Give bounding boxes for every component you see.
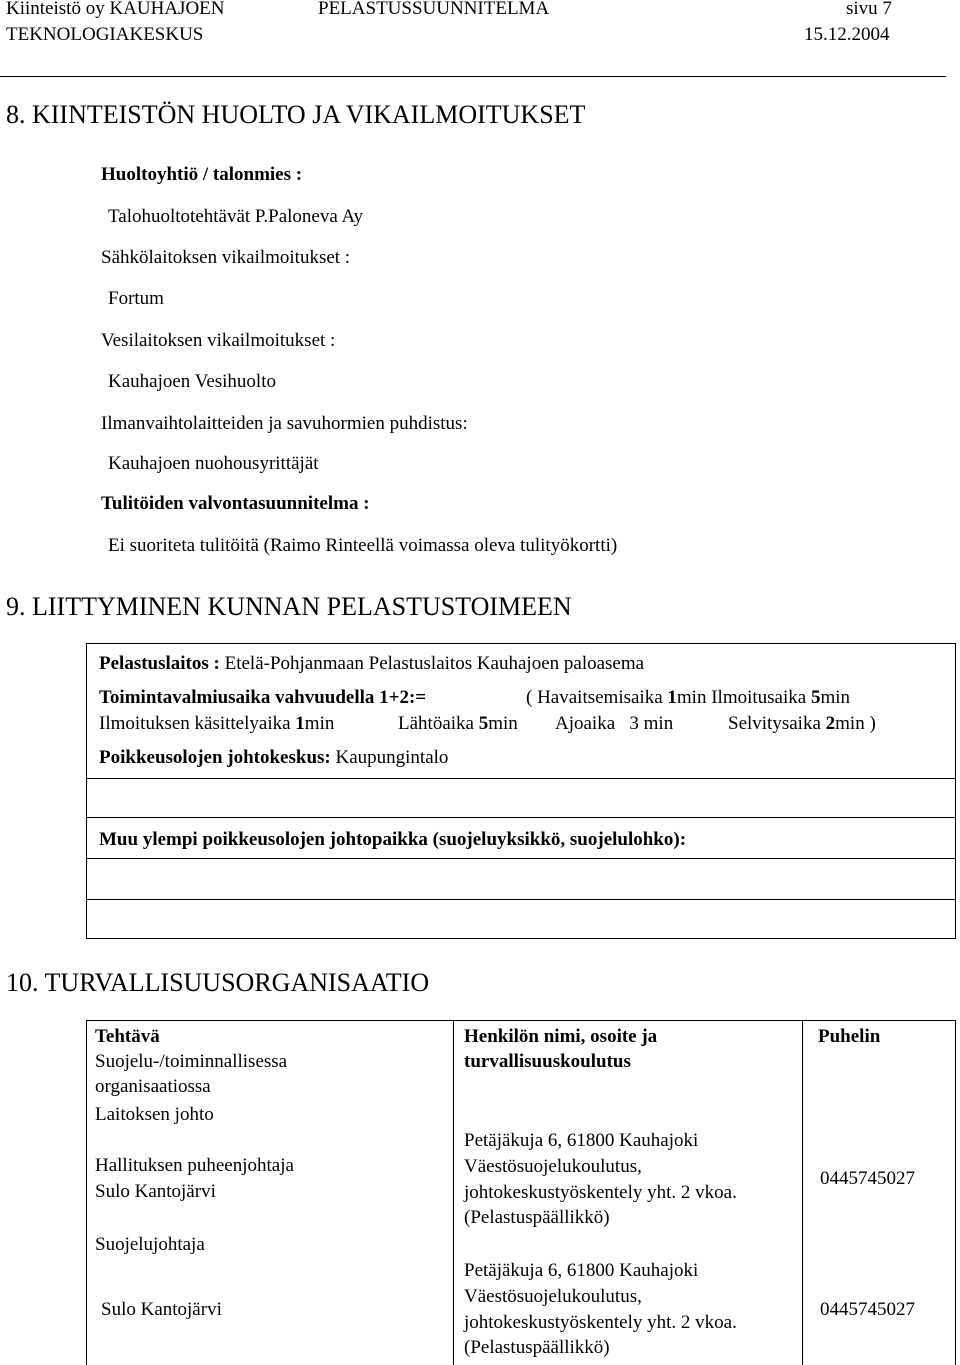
col-phone-header: Puhelin (818, 1026, 881, 1047)
manager-training-detail: johtokeskustyöskentely yht. 2 vkoa. (464, 1312, 737, 1333)
notify-value: 5 (810, 687, 821, 708)
survey-unit: min ) (835, 713, 876, 734)
electricity-label: Sähkölaitoksen vikailmoitukset : (101, 247, 351, 268)
hotwork-value: Ei suoriteta tulitöitä (Raimo Rinteellä voimassa oleva tulityökortti) (108, 535, 618, 556)
command-center-value: Kaupungintalo (335, 747, 449, 768)
detect-label: ( Havaitsemisaika (526, 687, 668, 708)
document-title: PELASTUSSUUNNITELMA (318, 0, 550, 19)
chair-training-detail: johtokeskustyöskentely yht. 2 vkoa. (464, 1182, 737, 1203)
response-time-line1 (526, 687, 850, 709)
chair-role: Hallituksen puheenjohtaja (95, 1155, 294, 1176)
col-task-sub2: organisaatiossa (95, 1076, 211, 1097)
departure-unit: min (488, 713, 518, 734)
survey-time (728, 713, 876, 735)
handling-time (99, 713, 334, 735)
chair-name: Sulo Kantojärvi (95, 1181, 216, 1202)
water-label: Vesilaitoksen vikailmoitukset : (101, 330, 336, 351)
ventilation-value: Kauhajoen nuohousyrittäjät (108, 453, 319, 474)
maintenance-value: Talohuoltotehtävät P.Paloneva Ay (108, 206, 363, 227)
departure-time (398, 713, 518, 735)
section9-title: 9. LIITTYMINEN KUNNAN PELASTUSTOIMEEN (6, 592, 572, 621)
departure-value: 5 (478, 713, 489, 734)
col-task-header: Tehtävä (95, 1026, 160, 1047)
maintenance-label: Huoltoyhtiö / talonmies : (101, 164, 303, 185)
drive-time: Ajoaika 3 min (555, 713, 674, 734)
notify-unit: min (820, 687, 851, 708)
handling-value: 1 (295, 713, 305, 734)
manager-address: Petäjäkuja 6, 61800 Kauhajoki (464, 1260, 699, 1281)
chair-phone: 0445745027 (820, 1168, 915, 1189)
page-number: sivu 7 (846, 0, 892, 19)
section10-title: 10. TURVALLISUUSORGANISAATIO (6, 968, 430, 997)
chair-address: Petäjäkuja 6, 61800 Kauhajoki (464, 1130, 699, 1151)
other-command-label: Muu ylempi poikkeusolojen johtopaikka (suojeluyksikkö, suojelulohko): (99, 829, 687, 850)
org-name-line1: Kiinteistö oy KAUHAJOEN (6, 0, 225, 19)
electricity-value: Fortum (108, 288, 164, 309)
command-center-row (99, 747, 448, 769)
ventilation-label: Ilmanvaihtolaitteiden ja savuhormien puhdistus: (101, 413, 468, 434)
handling-label: Ilmoituksen käsittelyaika (99, 713, 296, 734)
manager-title: (Pelastuspäällikkö) (464, 1337, 610, 1358)
manager-role: Suojelujohtaja (95, 1234, 205, 1255)
manager-phone: 0445745027 (820, 1299, 915, 1320)
survey-label: Selvitysaika (728, 713, 826, 734)
manager-training: Väestösuojelukoulutus, (464, 1286, 642, 1307)
command-center-label: Poikkeusolojen johtokeskus: (99, 747, 331, 768)
water-value: Kauhajoen Vesihuolto (108, 371, 276, 392)
hotwork-label: Tulitöiden valvontasuunnitelma : (101, 493, 370, 514)
col-person-header-line1: Henkilön nimi, osoite ja (464, 1026, 658, 1047)
chair-training: Väestösuojelukoulutus, (464, 1156, 642, 1177)
col-task-sub1: Suojelu-/toiminnallisessa (95, 1051, 288, 1072)
chair-title: (Pelastuspäällikkö) (464, 1207, 610, 1228)
document-date: 15.12.2004 (804, 24, 890, 45)
rescue-label: Pelastuslaitos : (99, 653, 220, 674)
rescue-row (99, 653, 644, 675)
management-label: Laitoksen johto (95, 1104, 214, 1125)
col-person-header-line2: turvallisuuskoulutus (464, 1051, 631, 1072)
notify-label: min Ilmoitusaika (676, 687, 811, 708)
survey-value: 2 (825, 713, 836, 734)
detect-value: 1 (667, 687, 677, 708)
manager-name: Sulo Kantojärvi (101, 1299, 222, 1320)
response-time-label: Toimintavalmiusaika vahvuudella 1+2:= (99, 687, 427, 708)
departure-label: Lähtöaika (398, 713, 479, 734)
org-name-line2: TEKNOLOGIAKESKUS (6, 24, 204, 45)
header-divider (0, 76, 946, 77)
section8-title: 8. KIINTEISTÖN HUOLTO JA VIKAILMOITUKSET (6, 100, 586, 129)
rescue-value: Etelä-Pohjanmaan Pelastuslaitos Kauhajoen paloasema (224, 653, 645, 674)
handling-unit: min (304, 713, 335, 734)
